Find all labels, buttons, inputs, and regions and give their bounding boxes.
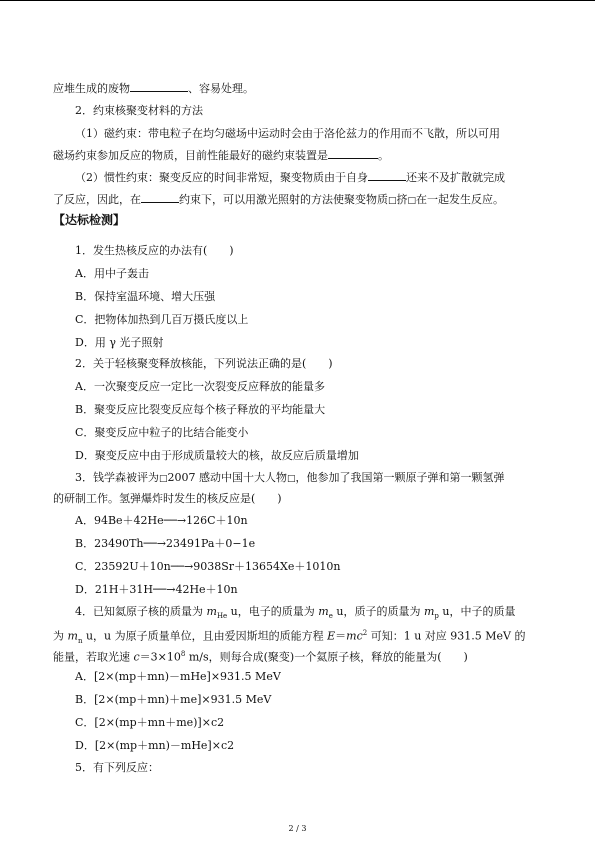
section-title: 【达标检测】 — [53, 213, 126, 227]
question-stem: 为 $m_n$ u，u 为原子质量单位，且由爱因斯坦的质能方程 $E=mc^2$ 可知：1 u 对应 931.5 MeV 的 — [53, 629, 526, 645]
option: B．保持室温环境、增大压强 — [75, 290, 216, 303]
option-equation: A．94Be＋42He──→126C＋10n — [75, 514, 248, 527]
answer-blank — [141, 191, 179, 203]
option: D．[2×(mp＋mn)－mHe]×c2 — [75, 739, 235, 752]
option-equation: D．21H＋31H──→42He＋10n — [75, 583, 238, 596]
text: 、容易处理。 — [188, 82, 254, 95]
option: A．一次聚变反应一定比一次裂变反应释放的能量多 — [75, 380, 325, 393]
question-stem: 1．发生热核反应的办法有( ) — [75, 244, 234, 257]
option-equation: C．23592U＋10n──→9038Sr＋13654Xe＋1010n — [75, 560, 341, 573]
option: A．[2×(mp＋mn)－mHe]×931.5 MeV — [75, 670, 281, 683]
option: C．聚变反应中粒子的比结合能变小 — [75, 426, 249, 439]
option: B．聚变反应比裂变反应每个核子释放的平均能量大 — [75, 403, 326, 416]
answer-blank — [328, 147, 378, 159]
question-stem: 3．钱学森被评为□2007 感动中国十大人物□，他参加了我国第一颗原子弹和第一颗氢弹 — [75, 471, 505, 484]
page-number: 2 / 3 — [288, 824, 307, 833]
question-stem: 5．有下列反应： — [75, 761, 159, 774]
text-line — [53, 80, 254, 96]
question-stem: 4．已知氦原子核的质量为 $m_{He}$ u，电子的质量为 $m_e$ u，质子的质量为 $m_p$ u，中子的质量 — [75, 605, 516, 621]
question-stem: 2．关于轻核聚变释放核能，下列说法正确的是( ) — [75, 357, 333, 370]
answer-blank — [368, 169, 406, 181]
option-equation: B．23490Th──→23491Pa＋0−1e — [75, 537, 256, 550]
option: B．[2×(mp＋mn)＋me]×931.5 MeV — [75, 693, 272, 706]
option: D．用 γ 光子照射 — [75, 336, 164, 349]
text: 应堆生成的废物 — [53, 82, 130, 95]
question-stem: 能量，若取光速 $c=3\times 10^8$ m/s，则每合成(聚变)一个氦原子核，释放的能量为( ) — [53, 650, 468, 664]
header-rule — [0, 0, 595, 1]
option: D．聚变反应中由于形成质量较大的核，故反应后质量增加 — [75, 449, 359, 462]
option: C．[2×(mp＋mn＋me)]×c2 — [75, 716, 225, 729]
question-stem: 的研制工作。氢弹爆炸时发生的核反应是( ) — [53, 492, 282, 505]
option: C．把物体加热到几百万摄氏度以上 — [75, 313, 249, 326]
text-line: 磁场约束参加反应的物质，目前性能最好的磁约束装置是 。 — [53, 149, 389, 162]
answer-blank — [130, 80, 188, 92]
text-line: （2）惯性约束：聚变反应的时间非常短，聚变物质由于自身 还来不及扩散就完成 — [75, 171, 505, 184]
option: A．用中子轰击 — [75, 267, 149, 280]
text-line: （1）磁约束：带电粒子在均匀磁场中运动时会由于洛伦兹力的作用而不飞散，所以可用 — [75, 127, 500, 140]
subheading: 2．约束核聚变材料的方法 — [75, 104, 203, 117]
text-line: 了反应，因此，在 约束下，可以用激光照射的方法使聚变物质□挤□在一起发生反应。 — [53, 193, 505, 206]
